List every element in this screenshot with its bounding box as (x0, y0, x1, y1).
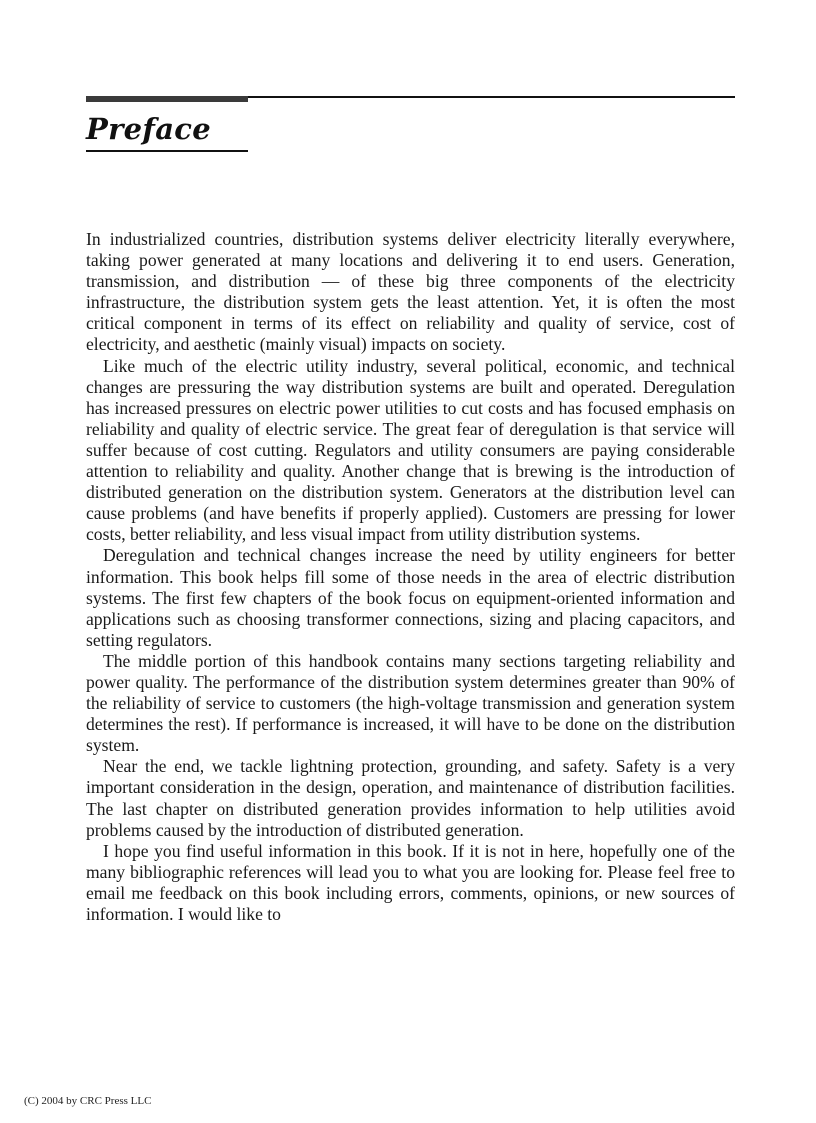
preface-body (86, 229, 735, 925)
paragraph-5: Near the end, we tackle lightning protection, grounding, and safety. Safety is a very important consideration in the design, operation, and maintenance of distribution facilities. The last chapter on distributed generation provides information to help utilities avoid problems caused by the introduction of distributed generation. (86, 756, 735, 840)
header-rule-thick (86, 96, 248, 102)
paragraph-1: In industrialized countries, distribution systems deliver electricity literally everywhere, taking power generated at many locations and delivering it to end users. Generation, transmission, and distribution — of these big three components of the electricity infrastructure, the distribution system gets the least attention. Yet, it is often the most critical component in terms of its effect on reliability and quality of service, cost of electricity, and aesthetic (mainly visual) impacts on society. (86, 229, 735, 355)
paragraph-2: Like much of the electric utility industry, several political, economic, and technical changes are pressuring the way distribution systems are built and operated. Deregulation has increased pressures on electric power utilities to cut costs and has focused emphasis on reliability and quality of electric service. The great fear of deregulation is that service will suffer because of cost cutting. Regulators and utility consumers are paying considerable attention to reliability and quality. Another change that is brewing is the introduction of distributed generation on the distribution system. Generators at the distribution level can cause problems (and have benefits if properly applied). Customers are pressing for lower costs, better reliability, and less visual impact from utility distribution systems. (86, 355, 735, 545)
paragraph-4: The middle portion of this handbook contains many sections targeting reliability and power quality. The performance of the distribution system determines greater than 90% of the reliability of service to customers (the high-voltage transmission and generation system determines the rest). If performance is increased, it will have to be done on the distribution system. (86, 650, 735, 756)
title-underline (86, 150, 248, 152)
page-title: Preface (86, 112, 212, 146)
paragraph-6: I hope you find useful information in this book. If it is not in here, hopefully one of the many bibliographic references will lead you to what you are looking for. Please feel free to email me feedback on this book including errors, comments, opinions, or new sources of information. I would like to (86, 840, 735, 924)
header-rule-thin (248, 96, 735, 98)
copyright-footer: (C) 2004 by CRC Press LLC (24, 1095, 152, 1107)
paragraph-3: Deregulation and technical changes increase the need by utility engineers for better information. This book helps fill some of those needs in the area of electric distribution systems. The first few chapters of the book focus on equipment-oriented information and applications such as choosing transformer connections, sizing and placing capacitors, and setting regulators. (86, 545, 735, 650)
